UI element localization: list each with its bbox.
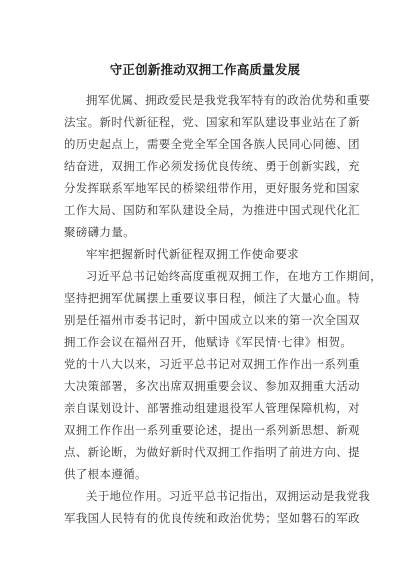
paragraph-line: 结奋进，双拥工作必须发扬优良传统、勇于创新实践，充 — [64, 159, 361, 173]
paragraph-line: 亲自谋划设计、部署推动组建退役军人管理保障机构，对 — [64, 401, 361, 415]
paragraph-line: 双拥工作作出一系列重要论述，提出一系列新思想、新观 — [64, 423, 361, 437]
paragraph-line: 拥工作会议在福州召开，他赋诗《军民情·七律》相贺。 — [64, 335, 353, 349]
paragraph-line: 别是任福州市委书记时，新中国成立以来的第一次全国双 — [64, 313, 361, 327]
paragraph-line: 大决策部署，多次出席双拥重要会议、参加双拥重大活动 — [64, 379, 361, 393]
paragraph-line: 工作大局、国防和军队建设全局，为推进中国式现代化汇 — [64, 203, 361, 217]
document-title: 守正创新推动双拥工作高质量发展 — [109, 62, 301, 77]
paragraph-line: 党的十八大以来，习近平总书记对双拥工作作出一系列重 — [64, 357, 361, 371]
paragraph-line: 军我国人民特有的优良传统和政治优势；坚如磐石的军政 — [64, 511, 361, 525]
paragraph-line: 拥军优属、拥政爱民是我党我军特有的政治优势和重要 — [86, 93, 371, 107]
paragraph-line: 坚持把拥军优属摆上重要议事日程，倾注了大量心血。特 — [64, 291, 361, 305]
paragraph-line: 的历史起点上，需要全党全军全国各族人民同心同德、团 — [64, 137, 361, 151]
paragraph-line: 分发挥联系军地军民的桥梁纽带作用，更好服务党和国家 — [64, 181, 361, 195]
paragraph-line: 法宝。新时代新征程，党、国家和军队建设事业站在了新 — [64, 115, 361, 129]
paragraph-line: 供了根本遵循。 — [64, 467, 147, 481]
paragraph-line: 习近平总书记始终高度重视双拥工作，在地方工作期间， — [86, 269, 383, 283]
section-heading: 牢牢把握新时代新征程双拥工作使命要求 — [86, 247, 300, 261]
paragraph-line: 聚磅礴力量。 — [64, 225, 136, 239]
paragraph-line: 关于地位作用。习近平总书记指出，双拥运动是我党我 — [86, 489, 371, 503]
paragraph-line: 点、新论断，为做好新时代双拥工作指明了前进方向、提 — [64, 445, 361, 459]
